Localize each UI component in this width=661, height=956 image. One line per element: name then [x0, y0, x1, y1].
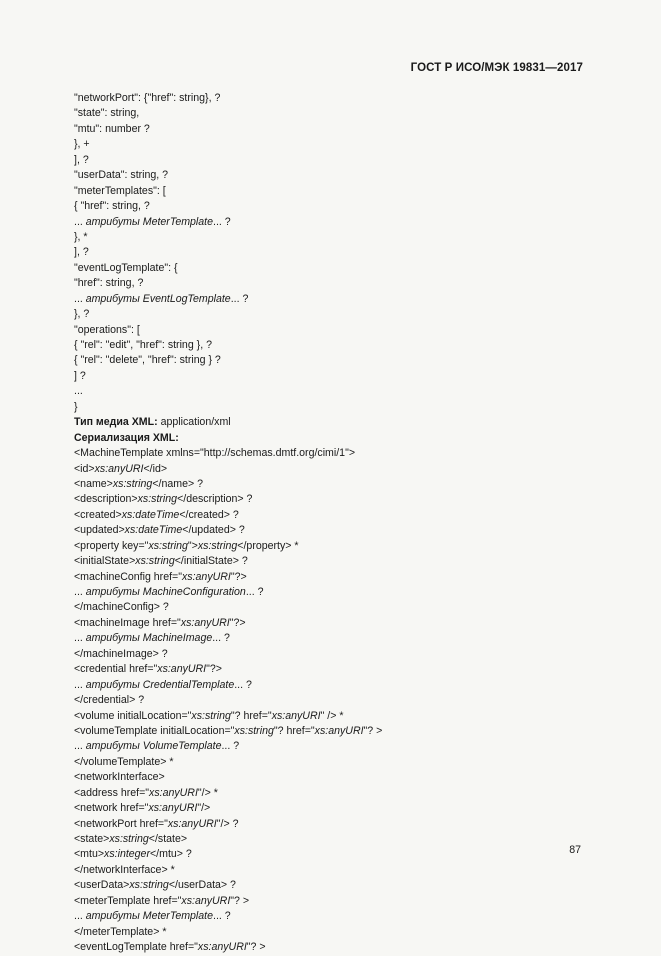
text-line — [74, 739, 594, 754]
text-segment: <credential href=" — [74, 663, 158, 676]
text-line — [74, 153, 594, 168]
text-segment: <machineImage href=" — [74, 616, 181, 629]
text-segment: ... ? — [212, 632, 230, 645]
text-line — [74, 261, 594, 276]
text-segment: { "rel": "delete", "href": string } ? — [74, 354, 221, 367]
text-segment: ... — [74, 632, 86, 645]
text-line — [74, 847, 594, 862]
italic-term: xs:integer — [104, 848, 150, 861]
text-line — [74, 122, 594, 137]
text-line — [74, 724, 594, 739]
text-segment: ... — [74, 215, 86, 228]
text-line — [74, 292, 594, 307]
text-line — [74, 508, 594, 523]
text-segment: { "rel": "edit", "href": string }, ? — [74, 339, 212, 351]
text-segment: </description> ? — [177, 493, 253, 506]
document-body — [74, 91, 594, 956]
italic-term: атрибуты CredentialTemplate — [85, 678, 235, 691]
text-segment: </machineConfig> ? — [74, 601, 169, 614]
italic-term: xs:dateTime — [124, 524, 183, 537]
italic-term: xs:anyURI — [180, 616, 230, 629]
italic-term: xs:string — [129, 879, 169, 892]
text-segment: <address href=" — [74, 786, 150, 799]
text-line — [74, 307, 594, 322]
text-segment: ... ? — [213, 215, 231, 228]
text-segment: <initialState> — [74, 555, 136, 568]
text-segment: <machineConfig href=" — [74, 570, 182, 583]
italic-term: xs:anyURI — [149, 786, 198, 799]
text-segment: "meterTemplates": [ — [74, 184, 166, 197]
italic-term: xs:string — [148, 539, 188, 552]
text-segment: "state": string, — [74, 107, 140, 120]
italic-term: xs:string — [197, 539, 238, 552]
text-segment: ] ? — [74, 369, 86, 382]
text-line — [74, 832, 594, 847]
text-segment: { "href": string, ? — [74, 200, 150, 213]
text-line — [74, 168, 594, 183]
text-line — [74, 863, 594, 878]
italic-term: атрибуты MachineConfiguration — [85, 586, 246, 598]
text-segment: </credential> ? — [74, 694, 145, 707]
text-segment: } — [74, 400, 78, 413]
italic-term: атрибуты MachineImage — [85, 632, 213, 645]
text-segment: </state> — [148, 833, 188, 845]
italic-term: атрибуты VolumeTemplate — [85, 740, 222, 753]
text-line — [74, 323, 594, 338]
text-segment: </updated> ? — [182, 524, 245, 537]
text-segment: "?> — [230, 570, 247, 583]
text-line — [74, 817, 594, 832]
italic-term: xs:anyURI — [157, 663, 207, 676]
text-line — [74, 539, 594, 554]
text-line — [74, 693, 594, 708]
text-segment: <userData> — [74, 879, 130, 892]
text-segment: <id> — [74, 462, 95, 475]
text-line — [74, 801, 594, 816]
italic-term: атрибуты MeterTemplate — [85, 215, 214, 228]
text-line — [74, 215, 594, 230]
text-segment: "userData": string, ? — [74, 169, 169, 182]
text-segment: ... ? — [234, 678, 252, 691]
text-line — [74, 678, 594, 693]
text-line — [74, 909, 594, 924]
text-segment: }, ? — [74, 308, 90, 321]
text-line — [74, 431, 594, 446]
page-header: ГОСТ Р ИСО/МЭК 19831—2017 — [410, 62, 583, 74]
text-segment: <MachineTemplate xmlns="http://schemas.dmtf.org/cimi/1"> — [74, 447, 356, 460]
text-segment: "?> — [206, 663, 222, 676]
text-segment: }, * — [74, 230, 88, 243]
text-segment: </mtu> ? — [149, 848, 192, 861]
text-line — [74, 894, 594, 909]
text-line — [74, 199, 594, 214]
text-segment: <volume initialLocation=" — [74, 709, 192, 722]
text-segment: </userData> ? — [168, 879, 236, 892]
text-segment: </name> ? — [152, 477, 203, 490]
text-line — [74, 400, 594, 415]
text-line — [74, 276, 594, 291]
text-line — [74, 616, 594, 631]
text-line — [74, 462, 594, 477]
page-number: 87 — [569, 844, 581, 856]
text-segment: " /> * — [320, 709, 344, 722]
text-segment: "networkPort": {"href": string}, ? — [74, 92, 221, 104]
italic-term: атрибуты EventLogTemplate — [85, 292, 231, 305]
text-segment: </initialState> ? — [174, 555, 248, 568]
text-segment: <eventLogTemplate href=" — [74, 941, 198, 954]
text-segment: ... — [74, 740, 86, 753]
text-segment: "? href=" — [230, 709, 272, 722]
text-line — [74, 770, 594, 785]
text-segment: <volumeTemplate initialLocation=" — [74, 724, 235, 737]
text-segment: "/> — [197, 802, 211, 815]
italic-term: xs:string — [137, 493, 178, 506]
text-segment: "? href=" — [273, 724, 315, 737]
text-segment: </volumeTemplate> * — [74, 755, 174, 768]
text-segment: ... — [74, 292, 86, 305]
text-segment: <mtu> — [74, 848, 105, 861]
text-segment: "/> ? — [216, 817, 239, 830]
text-segment: </networkInterface> * — [74, 863, 175, 876]
text-line — [74, 940, 594, 955]
text-line — [74, 585, 594, 600]
italic-term: xs:anyURI — [148, 802, 198, 815]
text-line — [74, 230, 594, 245]
text-line — [74, 631, 594, 646]
text-line — [74, 369, 594, 384]
italic-term: xs:string — [109, 833, 149, 845]
text-segment: <description> — [74, 493, 138, 506]
text-segment: <meterTemplate href=" — [74, 894, 182, 907]
text-line — [74, 137, 594, 152]
text-segment: "? > — [246, 941, 266, 954]
text-segment: "eventLogTemplate": { — [74, 261, 178, 274]
text-segment: </meterTemplate> * — [74, 925, 167, 938]
text-line — [74, 446, 594, 461]
italic-term: xs:anyURI — [94, 462, 144, 475]
text-segment: <property key=" — [74, 539, 149, 552]
text-segment: "?> — [229, 616, 246, 629]
text-line — [74, 709, 594, 724]
italic-term: xs:anyURI — [314, 724, 364, 737]
text-line — [74, 554, 594, 569]
text-line — [74, 925, 594, 940]
text-segment: }, + — [74, 138, 90, 151]
text-line — [74, 184, 594, 199]
italic-term: xs:string — [135, 555, 175, 568]
text-segment: ... — [74, 678, 86, 691]
text-line — [74, 384, 594, 399]
text-line — [74, 570, 594, 585]
text-segment: "? > — [363, 724, 383, 737]
italic-term: xs:anyURI — [167, 817, 217, 830]
text-segment: <network href=" — [74, 802, 149, 815]
text-line — [74, 492, 594, 507]
text-line — [74, 477, 594, 492]
text-line — [74, 878, 594, 893]
italic-term: xs:anyURI — [197, 941, 247, 954]
text-segment: "/> * — [197, 786, 218, 799]
text-segment: "> — [187, 539, 198, 552]
italic-term: xs:anyURI — [181, 894, 231, 907]
italic-term: xs:string — [191, 709, 231, 722]
text-segment: ... — [74, 910, 86, 923]
text-segment: ... ? — [213, 910, 231, 923]
text-line — [74, 338, 594, 353]
bold-label: Сериализация XML: — [74, 431, 179, 444]
text-line — [74, 353, 594, 368]
italic-term: xs:string — [112, 477, 153, 490]
text-segment: "href": string, ? — [74, 277, 144, 290]
text-segment: <created> — [74, 508, 122, 521]
italic-term: xs:anyURI — [271, 709, 321, 722]
text-line — [74, 91, 594, 106]
text-segment: <updated> — [74, 524, 125, 537]
text-segment: ... ? — [221, 740, 240, 753]
text-segment: </id> — [143, 462, 168, 475]
text-segment: ... ? — [230, 292, 249, 305]
text-segment: "mtu": number ? — [74, 122, 150, 135]
text-line — [74, 415, 594, 430]
text-segment: <networkPort href=" — [74, 817, 168, 830]
text-line — [74, 786, 594, 801]
text-line — [74, 106, 594, 121]
text-segment: <state> — [74, 833, 110, 845]
text-line — [74, 647, 594, 662]
bold-label: Тип медиа XML: — [74, 416, 158, 429]
text-line — [74, 523, 594, 538]
text-segment: ... ? — [245, 586, 264, 598]
text-segment: "operations": [ — [74, 323, 140, 336]
text-line — [74, 662, 594, 677]
text-segment: ], ? — [74, 246, 89, 259]
text-segment: </created> ? — [179, 508, 239, 521]
text-line — [74, 245, 594, 260]
text-segment: application/xml — [157, 416, 231, 429]
text-segment: "? > — [230, 894, 250, 907]
text-segment: ], ? — [74, 153, 89, 166]
text-segment: </property> * — [237, 539, 299, 552]
italic-term: xs:dateTime — [121, 508, 180, 521]
italic-term: xs:string — [234, 724, 274, 737]
text-line — [74, 755, 594, 770]
text-segment: <name> — [74, 477, 113, 490]
text-segment: </machineImage> ? — [74, 647, 168, 660]
italic-term: атрибуты MeterTemplate — [85, 910, 214, 923]
italic-term: xs:anyURI — [182, 570, 231, 583]
text-line — [74, 600, 594, 615]
text-segment: ... — [74, 586, 86, 598]
text-segment: ... — [74, 385, 83, 398]
text-segment: <networkInterface> — [74, 771, 165, 784]
